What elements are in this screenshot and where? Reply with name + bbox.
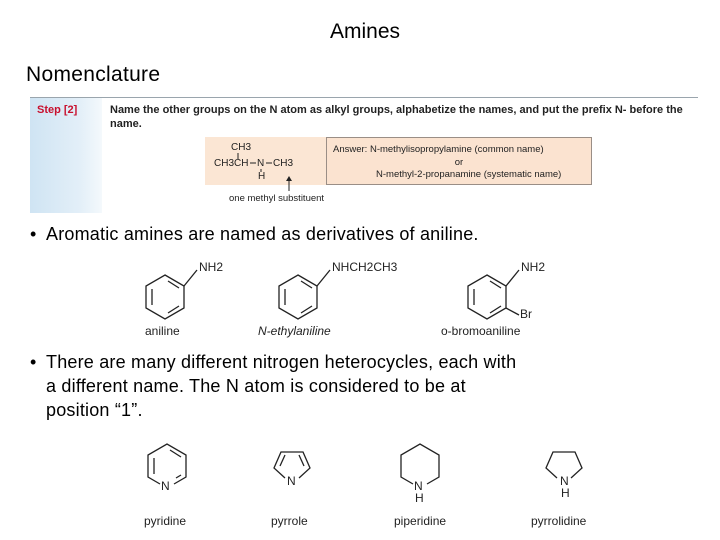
bullet-text-line-1: There are many different nitrogen heterocycles, each with <box>46 352 517 372</box>
substituent-arrow <box>30 95 698 213</box>
pyrrolidine-hydrogen: H <box>561 486 570 500</box>
o-bromoaniline-name: o-bromoaniline <box>441 324 521 338</box>
molecule-hydrogen: H <box>258 171 266 182</box>
molecule-top-group: CH3 <box>231 142 252 153</box>
n-ethylaniline-ring <box>279 270 330 319</box>
heterocycle-structures <box>0 440 720 510</box>
section-subtitle: Nomenclature <box>26 63 161 86</box>
aniline-name: aniline <box>145 324 180 338</box>
step-instruction: Name the other groups on the N atom as alkyl groups, alphabetize the names, and put the prefix N- before the name. <box>110 104 683 130</box>
aniline-substituent: NH2 <box>199 260 224 274</box>
piperidine-hydrogen: H <box>415 491 424 505</box>
step-label: Step [2] <box>37 104 78 116</box>
molecule-right-group: CH3 <box>273 158 294 169</box>
n-ethylaniline-name: N-ethylaniline <box>258 324 331 338</box>
answer-or: or <box>454 157 464 168</box>
pyrrole-name: pyrrole <box>271 514 308 528</box>
pyrrole-nitrogen: N <box>287 474 296 488</box>
bullet-text-line-2: a different name. The N atom is considered to be at <box>46 376 466 396</box>
piperidine-nitrogen: N <box>414 479 423 493</box>
molecule-nitrogen: N <box>257 158 265 169</box>
bullet-heterocycles <box>30 350 710 430</box>
bullet-text: Aromatic amines are named as derivatives of aniline. <box>46 224 479 244</box>
n-ethylaniline-substituent: NHCH2CH3 <box>332 260 398 274</box>
page-title: Amines <box>329 20 401 43</box>
pyrrolidine-name: pyrrolidine <box>531 514 587 528</box>
answer-common-name: Answer: N-methylisopropylamine (common name) <box>333 144 544 155</box>
bullet-symbol: • <box>30 224 37 244</box>
substituent-note: one methyl substituent <box>229 193 325 204</box>
piperidine-name: piperidine <box>394 514 447 528</box>
pyridine-name: pyridine <box>144 514 187 528</box>
piperidine-ring <box>401 444 439 484</box>
o-bromoaniline-substituent: NH2 <box>521 260 546 274</box>
pyridine-nitrogen: N <box>161 479 170 493</box>
pyrrolidine-nitrogen: N <box>560 474 569 488</box>
o-bromoaniline-bromine: Br <box>520 307 532 321</box>
pyridine-ring <box>148 444 186 484</box>
step-panel <box>30 95 698 213</box>
bullet-symbol: • <box>30 352 37 372</box>
aniline-ring <box>146 270 197 319</box>
o-bromoaniline-ring <box>468 270 519 319</box>
answer-systematic-name: N-methyl-2-propanamine (systematic name) <box>376 169 562 180</box>
molecule-left-group: CH3CH <box>214 158 249 169</box>
bullet-text-line-3: position “1”. <box>46 400 143 420</box>
